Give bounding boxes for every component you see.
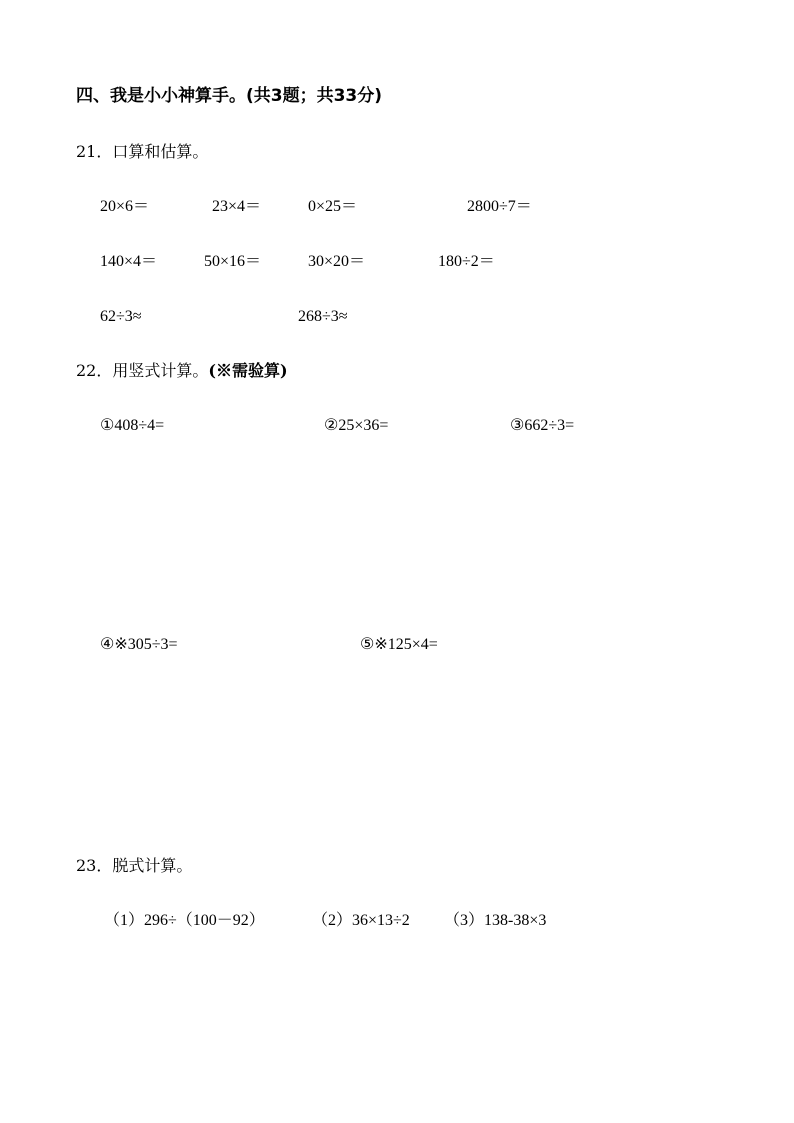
question-23-title: 23．脱式计算。: [76, 856, 193, 875]
vertical-calc-item: ②25×36=: [324, 417, 389, 434]
question-22-title-text: 22．用竖式计算。: [76, 361, 209, 380]
verification-note: (※需验算): [208, 361, 288, 380]
oral-calc-item: 2800÷7＝: [467, 198, 532, 215]
oral-calc-item: 20×6＝: [100, 198, 150, 215]
question-22-title: [76, 363, 288, 379]
step-calc-item: （2）36×13÷2: [312, 912, 410, 929]
oral-calc-item: 180÷2＝: [438, 253, 495, 270]
estimation-item: 62÷3≈: [100, 308, 142, 325]
question-21-title: 21．口算和估算。: [76, 142, 209, 161]
vertical-calc-item: ①408÷4=: [100, 417, 165, 434]
oral-calc-item: 23×4＝: [212, 198, 262, 215]
step-calc-item: （1）296÷（100－92）: [104, 912, 265, 929]
vertical-calc-item: ⑤※125×4=: [360, 636, 438, 653]
oral-calc-item: 0×25＝: [308, 198, 358, 215]
oral-calc-item: 140×4＝: [100, 253, 158, 270]
vertical-calc-item: ④※305÷3=: [100, 636, 178, 653]
vertical-calc-item: ③662÷3=: [510, 417, 575, 434]
section-heading: 四、我是小小神算手。(共3题；共33分): [76, 86, 383, 106]
oral-calc-item: 50×16＝: [204, 253, 262, 270]
step-calc-item: （3）138-38×3: [444, 912, 547, 929]
oral-calc-item: 30×20＝: [308, 253, 366, 270]
estimation-item: 268÷3≈: [298, 308, 348, 325]
